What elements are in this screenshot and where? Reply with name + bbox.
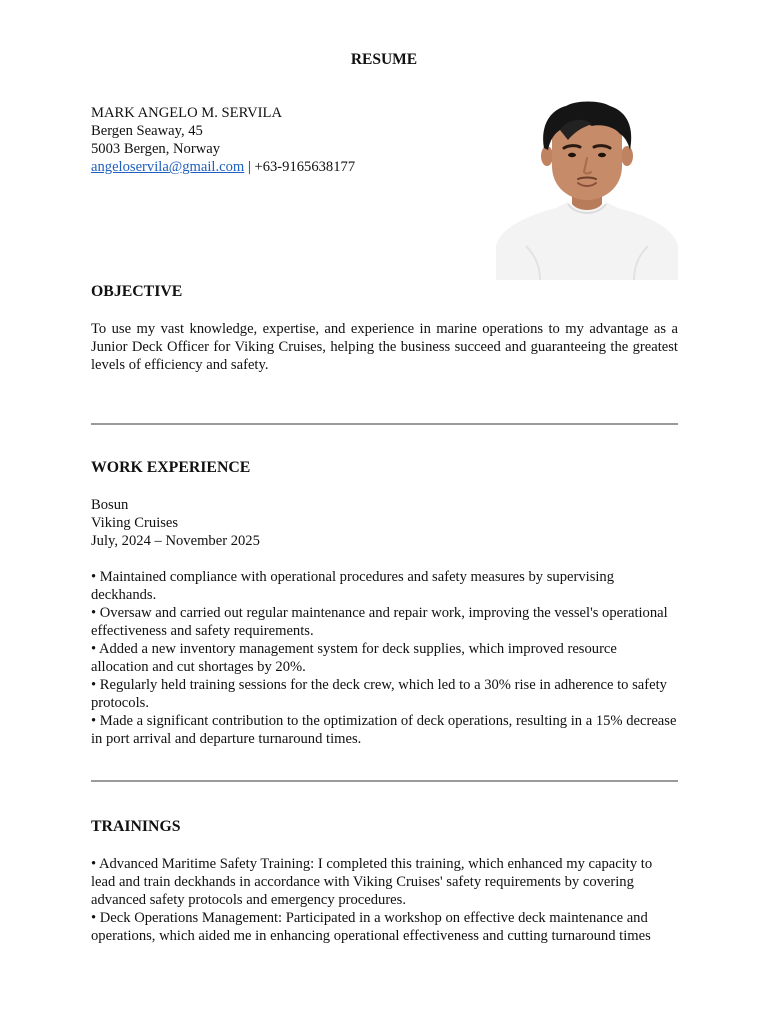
email-phone-line	[91, 158, 471, 176]
full-name: MARK ANGELO M. SERVILA	[91, 105, 282, 121]
phone-number: +63-9165638177	[254, 159, 356, 175]
trainings-heading: TRAININGS	[91, 818, 181, 835]
training-bullet-list	[91, 855, 678, 945]
job-entry	[91, 496, 678, 550]
list-item: • Advanced Maritime Safety Training: I completed this training, which enhanced my capacity to lead and train deckhands in accordance with Viking Cruises' safety requirements by covering advanced safety protocols and emergency procedures.	[91, 856, 653, 908]
profile-photo	[496, 96, 678, 280]
contact-block	[91, 104, 471, 176]
list-item: • Maintained compliance with operational procedures and safety measures by supervising deckhands.	[91, 569, 615, 603]
section-divider	[91, 423, 678, 425]
document-title: RESUME	[350, 51, 418, 68]
list-item: • Deck Operations Management: Participated in a workshop on effective deck maintenance and operations, which aided me in enhancing operational effectiveness and cutting turnaround times	[91, 910, 651, 944]
list-item: • Added a new inventory management system for deck supplies, which improved resource allocation and cut shortages by 20%.	[91, 641, 617, 675]
list-item: • Regularly held training sessions for the deck crew, which led to a 30% rise in adherence to safety protocols.	[91, 677, 667, 711]
section-divider	[91, 780, 678, 782]
list-item: • Oversaw and carried out regular maintenance and repair work, improving the vessel's operational effectiveness and safety requirements.	[91, 605, 668, 639]
address-line-1: Bergen Seaway, 45	[91, 123, 203, 139]
job-dates: July, 2024 – November 2025	[91, 533, 260, 549]
address-line-2: 5003 Bergen, Norway	[91, 141, 221, 157]
contact-separator: |	[244, 159, 255, 175]
email-link[interactable]: angeloservila@gmail.com	[91, 159, 245, 175]
work-experience-heading: WORK EXPERIENCE	[91, 459, 251, 476]
work-bullet-list	[91, 568, 678, 748]
objective-heading: OBJECTIVE	[91, 283, 183, 300]
job-role: Bosun	[91, 497, 129, 513]
objective-text: To use my vast knowledge, expertise, and experience in marine operations to my advantage as a Junior Deck Officer for Viking Cruises, helping the business succeed and guaranteeing the greatest levels of efficiency and safety.	[91, 321, 678, 373]
job-company: Viking Cruises	[91, 515, 179, 531]
person-portrait-icon	[496, 96, 678, 280]
list-item: • Made a significant contribution to the optimization of deck operations, resulting in a 15% decrease in port arrival and departure turnaround times.	[91, 713, 677, 747]
